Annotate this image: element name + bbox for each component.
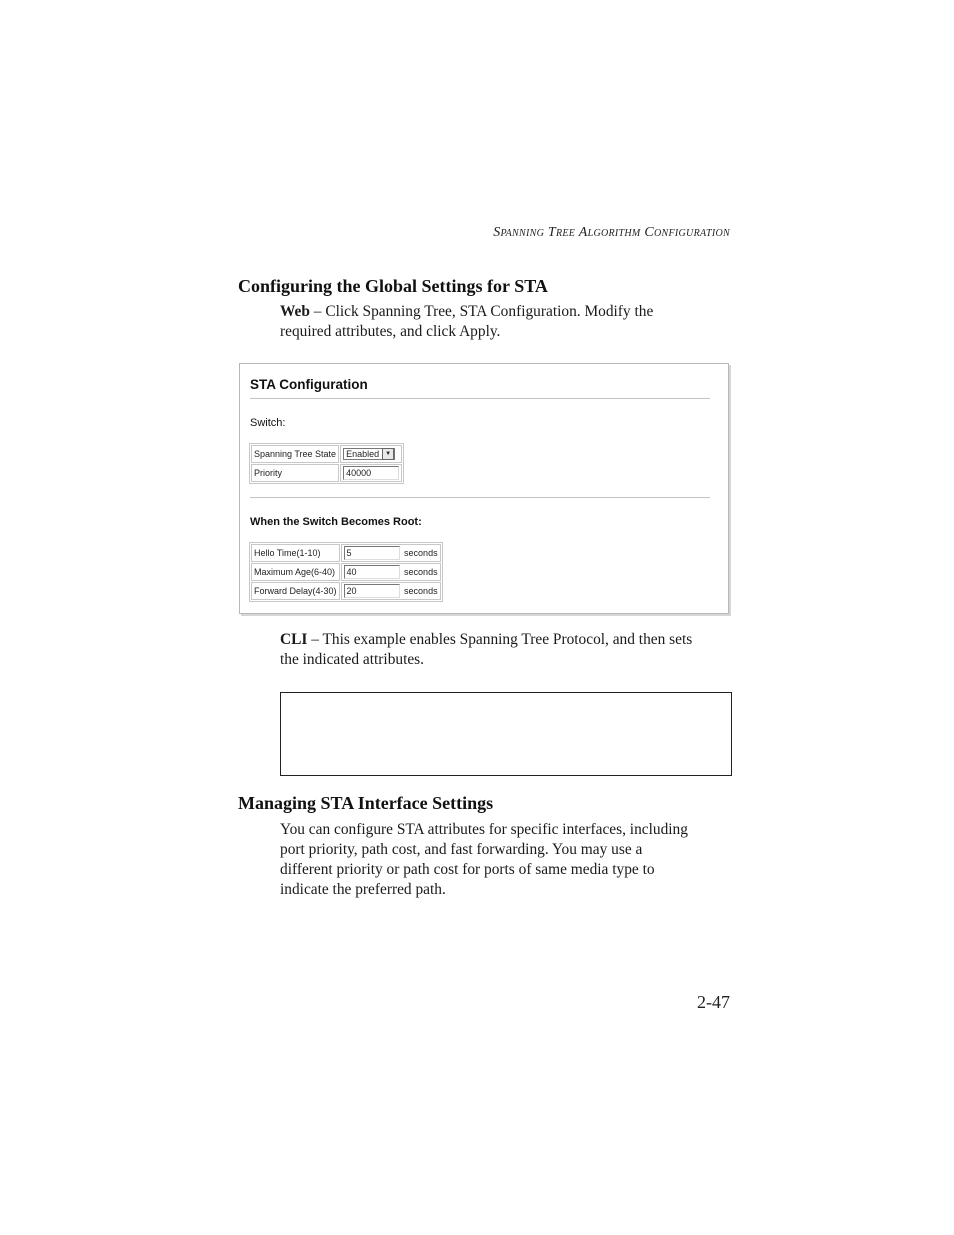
root-settings-table [249, 542, 443, 602]
interface-settings-paragraph [280, 820, 732, 900]
hello-time-input[interactable]: 5 [344, 546, 400, 560]
switch-settings-table [249, 443, 404, 484]
maximum-age-input[interactable]: 40 [344, 565, 400, 579]
switch-label: Switch: [250, 417, 286, 429]
cli-example-box [280, 692, 732, 776]
hello-time-label: Hello Time(1-10) [251, 544, 340, 562]
web-text-line2: required attributes, and click Apply. [280, 323, 501, 340]
priority-input[interactable]: 40000 [343, 466, 399, 480]
spanning-tree-state-cell [340, 445, 402, 463]
section-divider [250, 497, 710, 498]
section-heading-global-settings: Configuring the Global Settings for STA [238, 276, 548, 296]
table-row [251, 544, 441, 562]
spanning-tree-state-value: Enabled [346, 449, 380, 459]
page-number: 2-47 [697, 992, 730, 1012]
forward-delay-input[interactable]: 20 [344, 584, 400, 598]
paragraph-line: indicate the preferred path. [280, 881, 446, 898]
hello-time-cell [341, 544, 441, 562]
table-row [251, 563, 441, 581]
maximum-age-label: Maximum Age(6-40) [251, 563, 340, 581]
cli-text-line2: the indicated attributes. [280, 651, 425, 668]
spanning-tree-state-select[interactable] [343, 448, 395, 460]
priority-cell [340, 464, 402, 482]
cli-text-line1: – This example enables Spanning Tree Protocol, and then sets [307, 631, 693, 648]
paragraph-line: port priority, path cost, and fast forwarding. You may use a [280, 841, 643, 858]
maximum-age-cell [341, 563, 441, 581]
web-text-line1: – Click Spanning Tree, STA Configuration. Modify the [309, 303, 654, 320]
web-label: Web [280, 303, 310, 320]
maximum-age-unit: seconds [404, 567, 438, 577]
spanning-tree-state-label: Spanning Tree State [251, 445, 339, 463]
section-heading-interface-settings: Managing STA Interface Settings [238, 793, 494, 813]
running-head: Spanning Tree Algorithm Configuration [493, 225, 730, 240]
hello-time-unit: seconds [404, 548, 438, 558]
cli-instructions [280, 630, 732, 670]
sta-configuration-screenshot [239, 363, 729, 614]
paragraph-line: You can configure STA attributes for specific interfaces, including [280, 821, 688, 838]
root-settings-label: When the Switch Becomes Root: [250, 516, 422, 528]
screenshot-title: STA Configuration [250, 377, 368, 392]
forward-delay-unit: seconds [404, 586, 438, 596]
forward-delay-label: Forward Delay(4-30) [251, 582, 340, 600]
table-row [251, 464, 402, 482]
table-row [251, 445, 402, 463]
forward-delay-cell [341, 582, 441, 600]
paragraph-line: different priority or path cost for ports of same media type to [280, 861, 655, 878]
title-divider [250, 398, 710, 399]
cli-label: CLI [280, 631, 308, 648]
chevron-down-icon[interactable]: ▼ [382, 448, 394, 460]
priority-label: Priority [251, 464, 339, 482]
web-instructions [280, 302, 732, 342]
table-row [251, 582, 441, 600]
